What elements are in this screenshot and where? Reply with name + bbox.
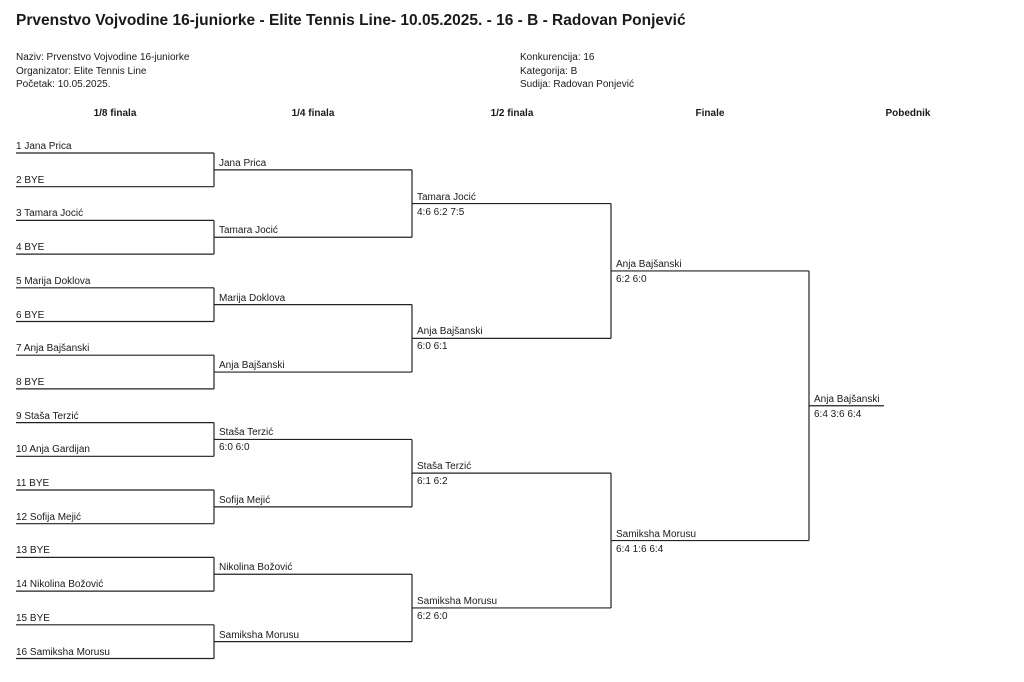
r16-entry: 11 BYE [16, 478, 50, 489]
match-winner-name: Anja Bajšanski [814, 393, 880, 405]
info-organizator: Organizator: Elite Tennis Line [16, 65, 147, 77]
match-score: 4:6 6:2 7:5 [417, 206, 465, 218]
match-winner-name: Samiksha Morusu [219, 629, 300, 641]
match-winner-name: Staša Terzić [417, 461, 472, 473]
info-pocetak: Početak: 10.05.2025. [16, 79, 111, 90]
r16-entry: 8 BYE [16, 376, 45, 388]
match-winner-name: Samiksha Morusu [417, 595, 498, 607]
r16-entry: 4 BYE [16, 242, 45, 254]
r16-entry: 13 BYE [16, 545, 50, 557]
r16-entry: 5 Marija Doklova [16, 275, 91, 287]
match-winner-name: Nikolina Božović [219, 562, 293, 574]
match-winner-name: Anja Bajšanski [417, 326, 483, 338]
r16-entry: 12 Sofija Mejić [16, 511, 82, 523]
round-header-r16: 1/8 finala [93, 108, 137, 119]
match-score: 6:0 6:1 [417, 341, 448, 353]
round-header-sf: 1/2 finala [490, 108, 534, 119]
r16-entry: 10 Anja Gardijan [16, 444, 90, 456]
round-header-qf: 1/4 finala [291, 108, 335, 119]
match-score: 6:0 6:0 [219, 442, 250, 454]
match-winner-name: Tamara Jocić [417, 191, 476, 203]
match-score: 6:2 6:0 [616, 273, 647, 285]
r16-entry: 7 Anja Bajšanski [16, 343, 90, 355]
match-winner-name: Samiksha Morusu [616, 528, 697, 540]
info-konkurencija: Konkurencija: 16 [520, 52, 595, 63]
match-score: 6:1 6:2 [417, 476, 448, 488]
r16-entry: 2 BYE [16, 174, 45, 186]
round-header-final: Finale [695, 108, 725, 119]
match-winner-name: Sofija Mejić [219, 494, 271, 506]
match-winner-name: Anja Bajšanski [219, 360, 285, 372]
match-winner-name: Marija Doklova [219, 292, 286, 304]
r16-entry: 14 Nikolina Božović [16, 579, 104, 591]
match-score: 6:4 1:6 6:4 [616, 543, 664, 555]
r16-entry: 15 BYE [16, 612, 50, 624]
match-winner-name: Staša Terzić [219, 427, 274, 439]
match-winner-name: Tamara Jocić [219, 225, 278, 237]
info-naziv: Naziv: Prvenstvo Vojvodine 16-juniorke [16, 52, 190, 63]
r16-entry: 16 Samiksha Morusu [16, 646, 110, 658]
r16-entry: 9 Staša Terzić [16, 410, 79, 422]
match-score: 6:2 6:0 [417, 610, 448, 622]
match-score: 6:4 3:6 6:4 [814, 408, 862, 420]
r16-entry: 6 BYE [16, 309, 45, 321]
r16-entry: 1 Jana Prica [16, 141, 72, 152]
round-header-winner: Pobednik [885, 108, 931, 119]
match-winner-name: Jana Prica [219, 157, 267, 169]
match-winner-name: Anja Bajšanski [616, 258, 682, 270]
info-sudija: Sudija: Radovan Ponjević [520, 79, 634, 90]
info-kategorija: Kategorija: B [520, 65, 578, 77]
r16-entry: 3 Tamara Jocić [16, 208, 84, 220]
page-title: Prvenstvo Vojvodine 16-juniorke - Elite Tennis Line- 10.05.2025. - 16 - B - Radovan Ponjević [16, 12, 686, 29]
